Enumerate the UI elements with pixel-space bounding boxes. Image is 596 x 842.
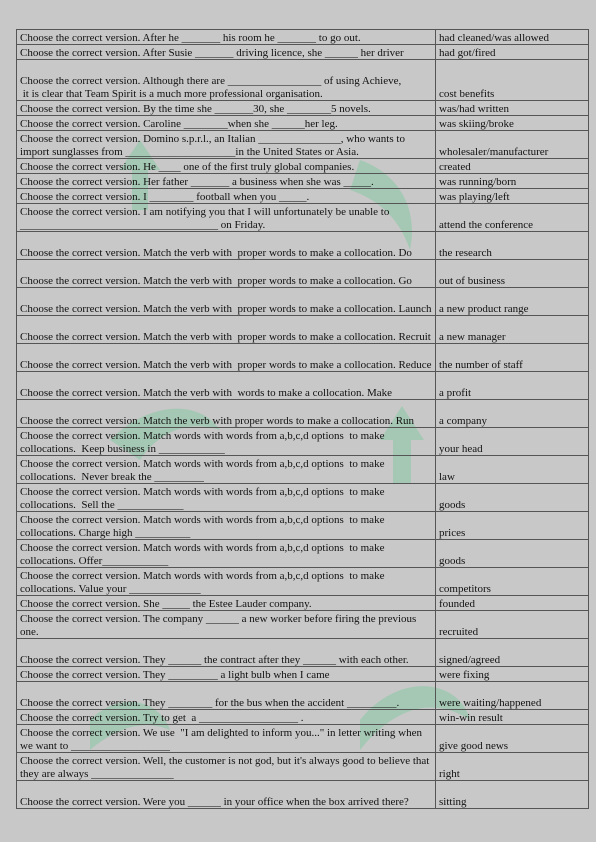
table-row xyxy=(17,316,589,344)
answer-cell: win-win result xyxy=(436,710,589,725)
question-cell: Choose the correct version. After Susie _______ driving licence, she ______ her driver xyxy=(17,45,436,60)
question-cell: Choose the correct version. The company ______ a new worker before firing the previous one. xyxy=(17,611,436,639)
answer-cell: law xyxy=(436,456,589,484)
question-cell: Choose the correct version. He ____ one of the first truly global companies. xyxy=(17,159,436,174)
question-cell: Choose the correct version. Match the verb with proper words to make a collocation. Launch xyxy=(17,288,436,316)
answer-cell: cost benefits xyxy=(436,60,589,101)
question-cell: Choose the correct version. Match the verb with proper words to make a collocation. Do xyxy=(17,232,436,260)
question-cell: Choose the correct version. Match words with words from a,b,c,d options to make collocations. Never break the _________ xyxy=(17,456,436,484)
table-row xyxy=(17,174,589,189)
question-answer-table xyxy=(16,29,589,809)
answer-cell: was skiing/broke xyxy=(436,116,589,131)
question-cell: Choose the correct version. Match the verb with proper words to make a collocation. Go xyxy=(17,260,436,288)
question-cell: Choose the correct version. Well, the customer is not god, but it's always good to believe that they are always _______________ xyxy=(17,753,436,781)
question-cell: Choose the correct version. They _________ a light bulb when I came xyxy=(17,667,436,682)
table-row xyxy=(17,568,589,596)
table-row xyxy=(17,682,589,710)
table-row xyxy=(17,344,589,372)
answer-cell: goods xyxy=(436,540,589,568)
answer-cell: the research xyxy=(436,232,589,260)
table-row xyxy=(17,232,589,260)
question-cell: Choose the correct version. They ______ the contract after they ______ with each other. xyxy=(17,639,436,667)
table-row xyxy=(17,611,589,639)
answer-cell: had got/fired xyxy=(436,45,589,60)
table-row xyxy=(17,428,589,456)
table-row xyxy=(17,60,589,101)
table-row xyxy=(17,596,589,611)
question-cell: Choose the correct version. Although there are _________________ of using Achieve, it is clear that Team Spirit is a much more professional organisation. xyxy=(17,60,436,101)
table-row xyxy=(17,116,589,131)
answer-cell: was/had written xyxy=(436,101,589,116)
table-row xyxy=(17,131,589,159)
answer-cell: your head xyxy=(436,428,589,456)
question-cell: Choose the correct version. They ________ for the bus when the accident _________. xyxy=(17,682,436,710)
answer-cell: were waiting/happened xyxy=(436,682,589,710)
answer-cell: were fixing xyxy=(436,667,589,682)
answer-cell: competitors xyxy=(436,568,589,596)
answer-cell: goods xyxy=(436,484,589,512)
question-cell: Choose the correct version. Match the verb with words to make a collocation. Make xyxy=(17,372,436,400)
table-row xyxy=(17,484,589,512)
question-cell: Choose the correct version. Her father _______ a business when she was _____. xyxy=(17,174,436,189)
answer-cell: sitting xyxy=(436,781,589,809)
table-row xyxy=(17,260,589,288)
answer-cell: a new manager xyxy=(436,316,589,344)
answer-cell: signed/agreed xyxy=(436,639,589,667)
table-row xyxy=(17,372,589,400)
answer-cell: out of business xyxy=(436,260,589,288)
answer-cell: a profit xyxy=(436,372,589,400)
table-body xyxy=(17,30,589,809)
table-row xyxy=(17,512,589,540)
question-cell: Choose the correct version. Caroline ________when she ______her leg. xyxy=(17,116,436,131)
table-row xyxy=(17,189,589,204)
table-row xyxy=(17,159,589,174)
table-row xyxy=(17,753,589,781)
table-row xyxy=(17,781,589,809)
question-cell: Choose the correct version. She _____ the Estee Lauder company. xyxy=(17,596,436,611)
table-row xyxy=(17,204,589,232)
question-cell: Choose the correct version. Try to get a __________________ . xyxy=(17,710,436,725)
answer-cell: the number of staff xyxy=(436,344,589,372)
question-cell: Choose the correct version. I ________ football when you _____. xyxy=(17,189,436,204)
question-cell: Choose the correct version. Match the verb with proper words to make a collocation. Recruit xyxy=(17,316,436,344)
table-row xyxy=(17,288,589,316)
table-row xyxy=(17,639,589,667)
question-cell: Choose the correct version. Were you ______ in your office when the box arrived there? xyxy=(17,781,436,809)
table-row xyxy=(17,710,589,725)
answer-cell: give good news xyxy=(436,725,589,753)
question-cell: Choose the correct version. Match the verb with proper words to make a collocation. Run xyxy=(17,400,436,428)
answer-cell: created xyxy=(436,159,589,174)
table-row xyxy=(17,101,589,116)
answer-cell: founded xyxy=(436,596,589,611)
table-row xyxy=(17,400,589,428)
answer-cell: was running/born xyxy=(436,174,589,189)
table-row xyxy=(17,45,589,60)
question-cell: Choose the correct version. Match words with words from a,b,c,d options to make collocations. Value your _____________ xyxy=(17,568,436,596)
question-cell: Choose the correct version. Match the verb with proper words to make a collocation. Reduce xyxy=(17,344,436,372)
question-cell: Choose the correct version. We use "I am delighted to inform you..." in letter writing when we want to __________________ xyxy=(17,725,436,753)
question-cell: Choose the correct version. Domino s.p.r.l., an Italian _______________, who wants to import sunglasses from ____________________in the United States or Asia. xyxy=(17,131,436,159)
table-row xyxy=(17,540,589,568)
answer-cell: was playing/left xyxy=(436,189,589,204)
answer-cell: had cleaned/was allowed xyxy=(436,30,589,45)
answer-cell: a new product range xyxy=(436,288,589,316)
answer-cell: a company xyxy=(436,400,589,428)
question-cell: Choose the correct version. Match words with words from a,b,c,d options to make collocations. Offer____________ xyxy=(17,540,436,568)
answer-cell: recruited xyxy=(436,611,589,639)
table-row xyxy=(17,667,589,682)
table-row xyxy=(17,725,589,753)
question-cell: Choose the correct version. Match words with words from a,b,c,d options to make collocations. Keep business in ____________ xyxy=(17,428,436,456)
question-cell: Choose the correct version. Match words with words from a,b,c,d options to make collocations. Sell the ____________ xyxy=(17,484,436,512)
question-cell: Choose the correct version. I am notifying you that I will unfortunately be unable to ____________________________________ on Friday. xyxy=(17,204,436,232)
table-row xyxy=(17,456,589,484)
answer-cell: prices xyxy=(436,512,589,540)
question-cell: Choose the correct version. Match words with words from a,b,c,d options to make collocations. Charge high __________ xyxy=(17,512,436,540)
question-cell: Choose the correct version. After he _______ his room he _______ to go out. xyxy=(17,30,436,45)
answer-cell: wholesaler/manufacturer xyxy=(436,131,589,159)
answer-cell: right xyxy=(436,753,589,781)
answer-cell: attend the conference xyxy=(436,204,589,232)
question-cell: Choose the correct version. By the time she _______30, she ________5 novels. xyxy=(17,101,436,116)
table-row xyxy=(17,30,589,45)
